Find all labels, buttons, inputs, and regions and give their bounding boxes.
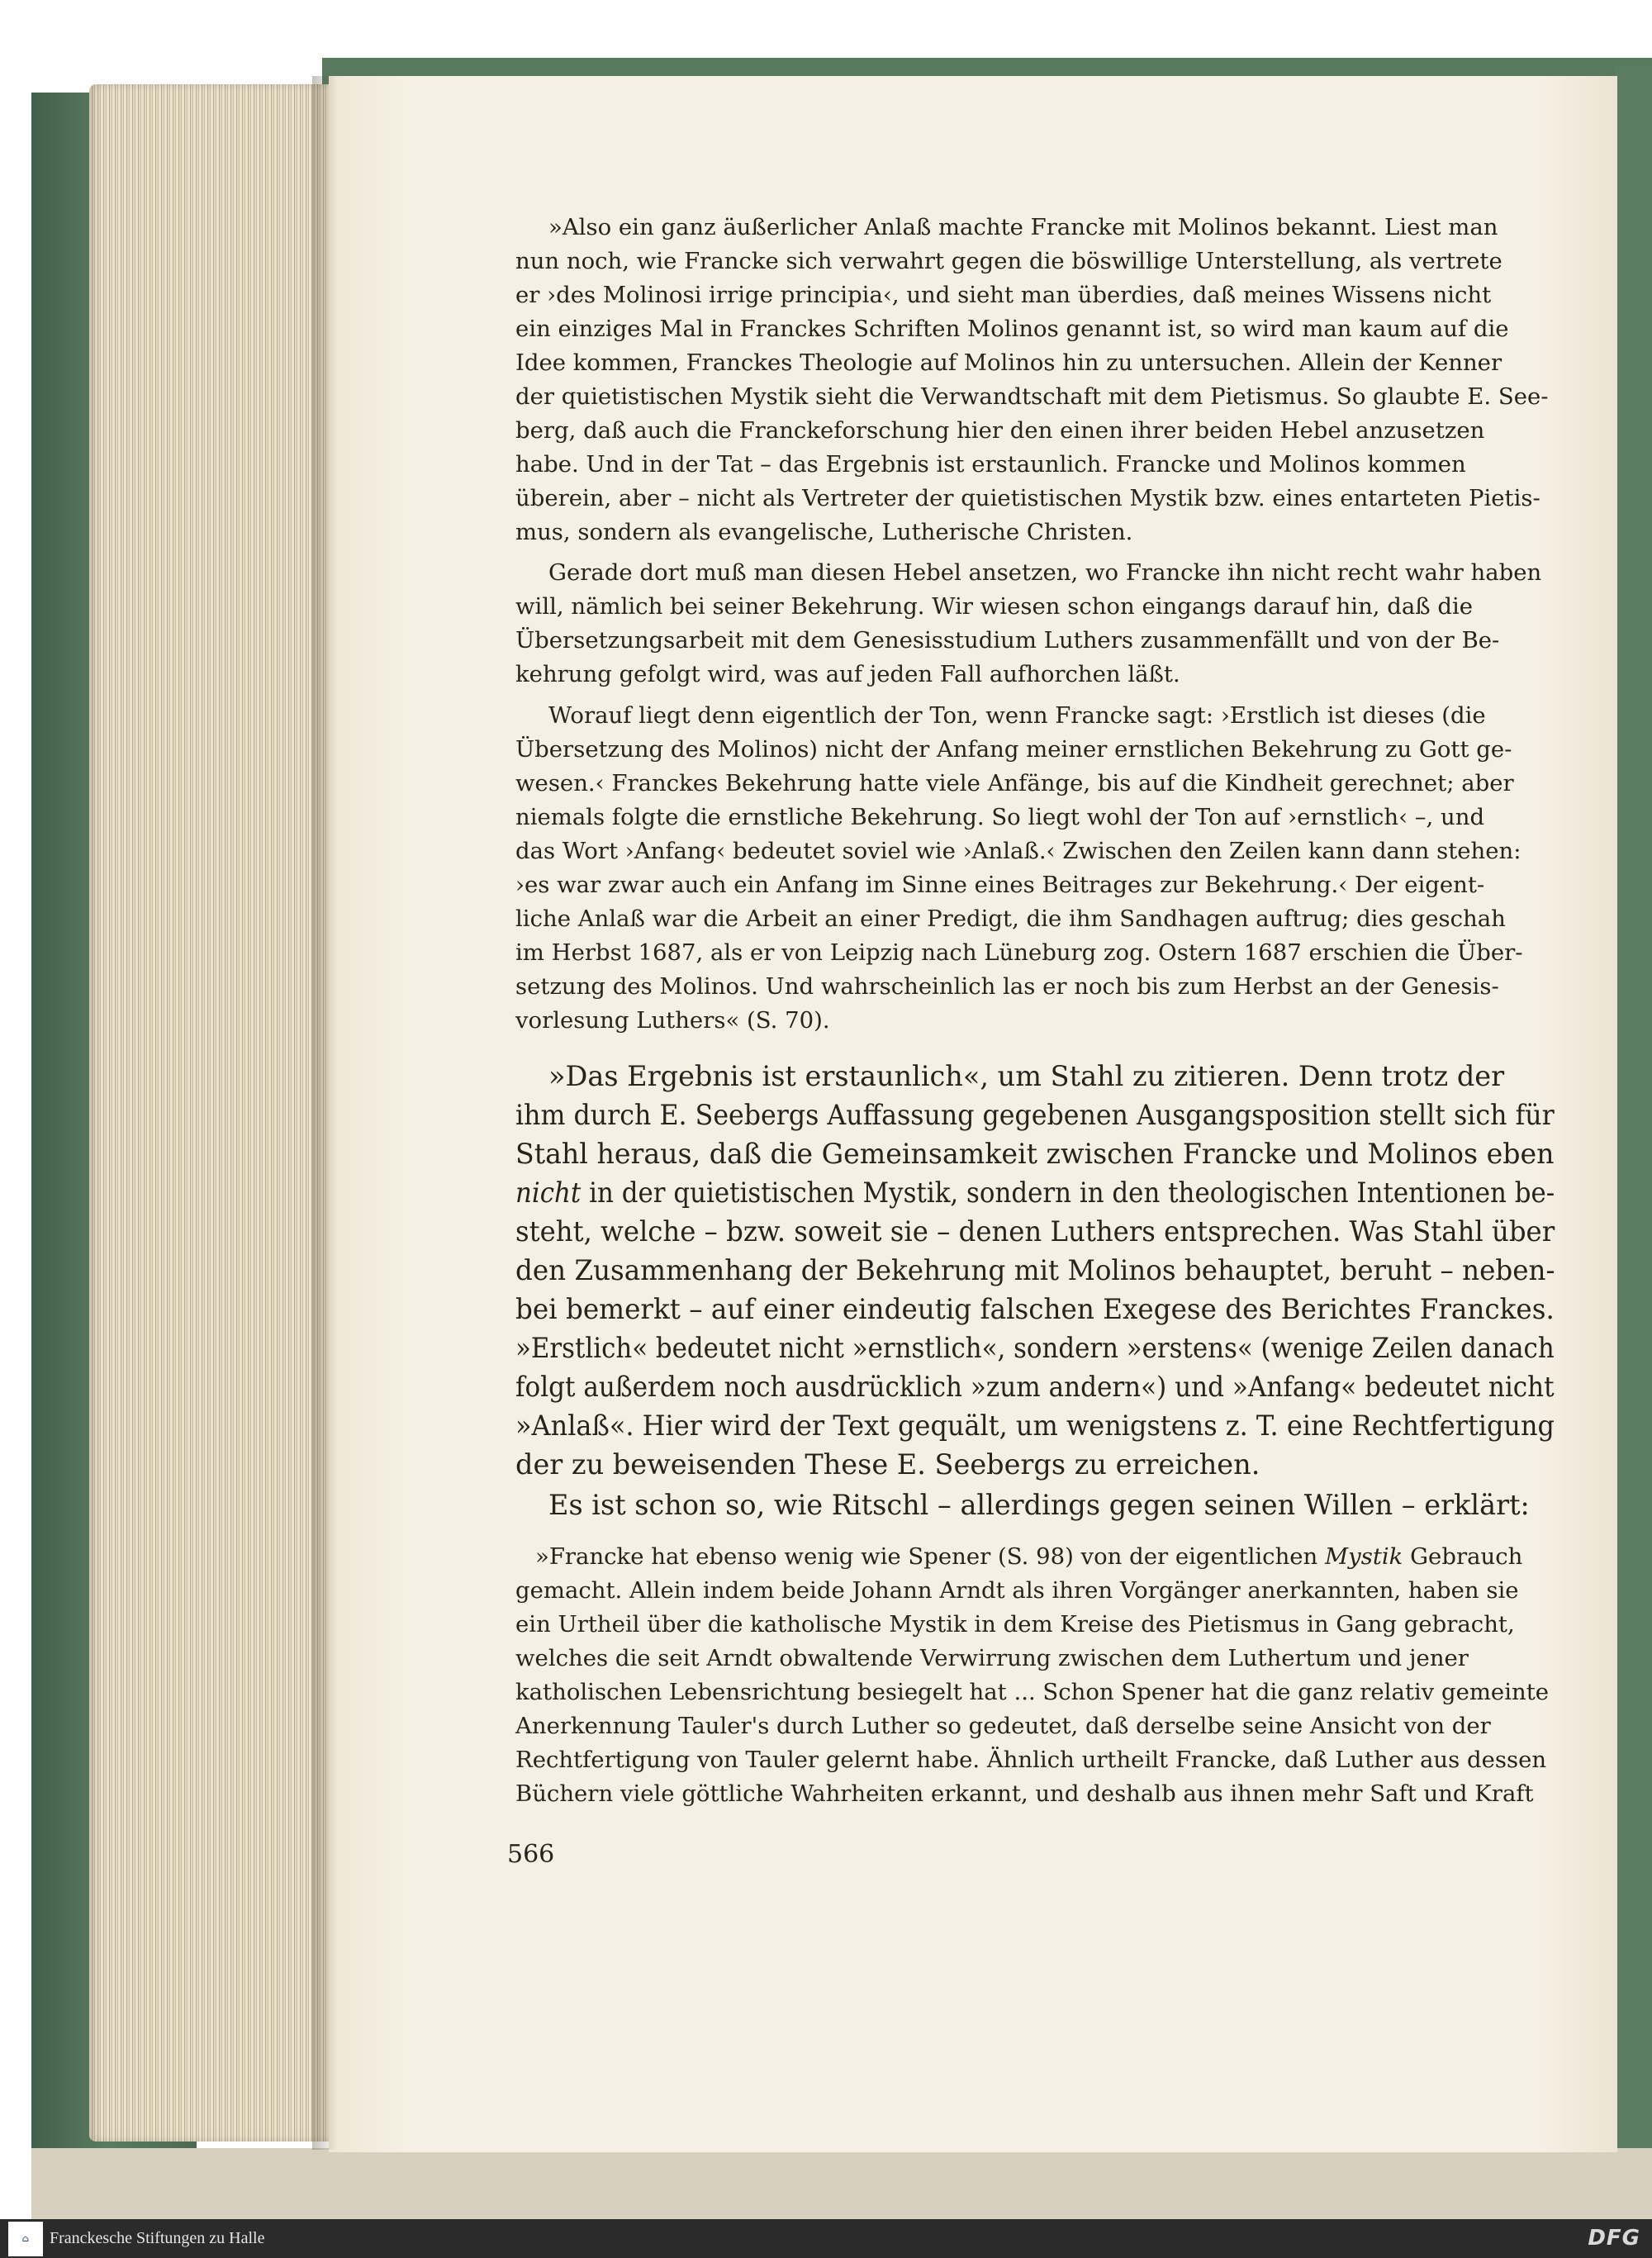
text-line: nun noch, wie Francke sich verwahrt gegen die böswillige Unterstellung, als vertrete bbox=[515, 248, 1502, 274]
text-line: Gerade dort muß man diesen Hebel ansetzen, wo Francke ihn nicht recht wahr haben bbox=[548, 559, 1542, 586]
text-line: mus, sondern als evangelische, Lutherische Christen. bbox=[515, 519, 1133, 545]
text-line: der quietistischen Mystik sieht die Verwandtschaft mit dem Pietismus. So glaubte E. See- bbox=[515, 383, 1549, 410]
emphasis-nicht: nicht bbox=[515, 1177, 582, 1209]
text-line: den Zusammenhang der Bekehrung mit Molinos behauptet, beruht – neben- bbox=[515, 1254, 1555, 1286]
text-line: ein Urtheil über die katholische Mystik in dem Kreise des Pietismus in Gang gebracht, bbox=[515, 1611, 1515, 1638]
text-line: kehrung gefolgt wird, was auf jeden Fall aufhorchen läßt. bbox=[515, 661, 1180, 687]
text-line: welches die seit Arndt obwaltende Verwirrung zwischen dem Luthertum und jener bbox=[515, 1645, 1469, 1671]
text-line: »Also ein ganz äußerlicher Anlaß machte Francke mit Molinos bekannt. Liest man bbox=[548, 214, 1498, 240]
text-line: er ›des Molinosi irrige principia‹, und sieht man überdies, daß meines Wissens nicht bbox=[515, 282, 1492, 308]
page-edges bbox=[89, 84, 329, 2142]
text-line: »Erstlich« bedeutet nicht »ernstlich«, sondern »erstens« (wenige Zeilen danach bbox=[515, 1332, 1555, 1364]
text-line: ›es war zwar auch ein Anfang im Sinne eines Beitrages zur Bekehrung.‹ Der eigent- bbox=[515, 872, 1485, 898]
text-line: Idee kommen, Franckes Theologie auf Molinos hin zu untersuchen. Allein der Kenner bbox=[515, 349, 1502, 376]
text-line: ihm durch E. Seebergs Auffassung gegebenen Ausgangsposition stellt sich für bbox=[515, 1099, 1555, 1131]
text-line: habe. Und in der Tat – das Ergebnis ist erstaunlich. Francke und Molinos kommen bbox=[515, 451, 1466, 478]
text-line: Büchern viele göttliche Wahrheiten erkannt, und deshalb aus ihnen mehr Saft und Kraft bbox=[515, 1780, 1534, 1807]
text-line: nicht in der quietistischen Mystik, sondern in den theologischen Intentionen be- bbox=[515, 1177, 1555, 1209]
page-number: 566 bbox=[507, 1840, 555, 1869]
text-line: Übersetzungsarbeit mit dem Genesisstudium Luthers zusammenfällt und von der Be- bbox=[515, 627, 1500, 654]
text-line: Übersetzung des Molinos) nicht der Anfang meiner ernstlichen Bekehrung zu Gott ge- bbox=[515, 736, 1512, 763]
institution-name: Franckesche Stiftungen zu Halle bbox=[50, 2229, 265, 2247]
dfg-logo: DFG bbox=[1588, 2226, 1640, 2251]
text-line: Es ist schon so, wie Ritschl – allerdings gegen seinen Willen – erklärt: bbox=[548, 1489, 1530, 1521]
institution-logo-icon: ⌂ bbox=[8, 2222, 43, 2256]
text-line: bei bemerkt – auf einer eindeutig falschen Exegese des Berichtes Franckes. bbox=[515, 1293, 1555, 1325]
book-cover-right bbox=[1615, 66, 1652, 2214]
text-line: will, nämlich bei seiner Bekehrung. Wir wiesen schon eingangs darauf hin, daß die bbox=[515, 593, 1474, 620]
text-line: »Francke hat ebenso wenig wie Spener (S. 98) von der eigentlichen Mystik Gebrauch bbox=[535, 1543, 1523, 1570]
text-line: »Anlaß«. Hier wird der Text gequält, um wenigstens z. T. eine Rechtfertigung bbox=[515, 1409, 1555, 1442]
text-line: überein, aber – nicht als Vertreter der quietistischen Mystik bzw. eines entarteten Pietis- bbox=[515, 485, 1540, 511]
text-line: Stahl heraus, daß die Gemeinsamkeit zwischen Francke und Molinos eben bbox=[515, 1138, 1555, 1170]
text-line: wesen.‹ Franckes Bekehrung hatte viele Anfänge, bis auf die Kindheit gerechnet; aber bbox=[515, 770, 1514, 796]
text-line: »Das Ergebnis ist erstaunlich«, um Stahl zu zitieren. Denn trotz der bbox=[548, 1060, 1505, 1092]
text-line: im Herbst 1687, als er von Leipzig nach Lüneburg zog. Ostern 1687 erschien die Über- bbox=[515, 939, 1523, 966]
text-line: das Wort ›Anfang‹ bedeutet soviel wie ›Anlaß.‹ Zwischen den Zeilen kann dann stehen: bbox=[515, 838, 1521, 864]
emphasis-mystik: Mystik bbox=[1325, 1543, 1403, 1570]
text-line: katholischen Lebensrichtung besiegelt hat ... Schon Spener hat die ganz relativ gemeinte bbox=[515, 1679, 1550, 1705]
text-line: berg, daß auch die Franckeforschung hier den einen ihrer beiden Hebel anzusetzen bbox=[515, 417, 1485, 444]
page-gutter-shadow bbox=[312, 76, 337, 2150]
text-line: steht, welche – bzw. soweit sie – denen Luthers entsprechen. Was Stahl über bbox=[515, 1215, 1555, 1248]
text-line: vorlesung Luthers« (S. 70). bbox=[515, 1007, 830, 1034]
text-line: der zu beweisenden These E. Seebergs zu erreichen. bbox=[515, 1448, 1260, 1481]
text-line: niemals folgte die ernstliche Bekehrung. So liegt wohl der Ton auf ›ernstlich‹ –, und bbox=[515, 804, 1485, 830]
book-cover-bottom bbox=[31, 2148, 1652, 2222]
text-line: gemacht. Allein indem beide Johann Arndt als ihren Vorgänger anerkannten, haben sie bbox=[515, 1577, 1519, 1604]
text-line: ein einziges Mal in Franckes Schriften Molinos genannt ist, so wird man kaum auf die bbox=[515, 316, 1509, 342]
text-line: folgt außerdem noch ausdrücklich »zum andern«) und »Anfang« bedeutet nicht bbox=[515, 1371, 1555, 1403]
text-line: Worauf liegt denn eigentlich der Ton, wenn Francke sagt: ›Erstlich ist dieses (die bbox=[548, 702, 1486, 729]
text-line: liche Anlaß war die Arbeit an einer Predigt, die ihm Sandhagen auftrug; dies geschah bbox=[515, 906, 1506, 932]
text-line: setzung des Molinos. Und wahrscheinlich las er noch bis zum Herbst an der Genesis- bbox=[515, 973, 1499, 1000]
text-line: Anerkennung Tauler's durch Luther so gedeutet, daß derselbe seine Ansicht von der bbox=[515, 1713, 1491, 1739]
text-line: Rechtfertigung von Tauler gelernt habe. Ähnlich urtheilt Francke, daß Luther aus dessen bbox=[515, 1747, 1547, 1773]
